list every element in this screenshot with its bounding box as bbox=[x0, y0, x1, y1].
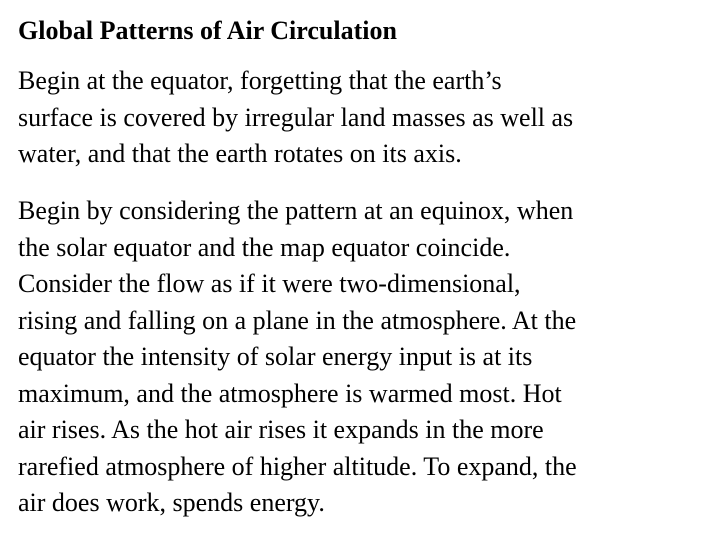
paragraph-line: rarefied atmosphere of higher altitude. To expand, the bbox=[18, 451, 577, 481]
paragraph-line: air rises. As the hot air rises it expands in the more bbox=[18, 415, 544, 444]
paragraph-line: water, and that the earth rotates on its axis. bbox=[18, 139, 462, 168]
paragraph-line: air does work, spends energy. bbox=[18, 488, 325, 517]
paragraph-line: equator the intensity of solar energy input is at its bbox=[18, 342, 533, 371]
paragraph-equinox bbox=[18, 193, 718, 522]
paragraph-line: the solar equator and the map equator coincide. bbox=[18, 232, 511, 262]
paragraph-line: rising and falling on a plane in the atmosphere. At the bbox=[18, 305, 577, 335]
paragraph-line: Consider the flow as if it were two-dimensional, bbox=[18, 269, 521, 298]
slide-title: Global Patterns of Air Circulation bbox=[18, 16, 397, 45]
paragraph-intro bbox=[18, 63, 718, 173]
paragraph-line: Begin at the equator, forgetting that the earth’s bbox=[18, 66, 502, 95]
paragraph-line: Begin by considering the pattern at an equinox, when bbox=[18, 196, 574, 225]
paragraph-line: maximum, and the atmosphere is warmed most. Hot bbox=[18, 378, 562, 408]
paragraph-line: surface is covered by irregular land masses as well as bbox=[18, 102, 574, 132]
